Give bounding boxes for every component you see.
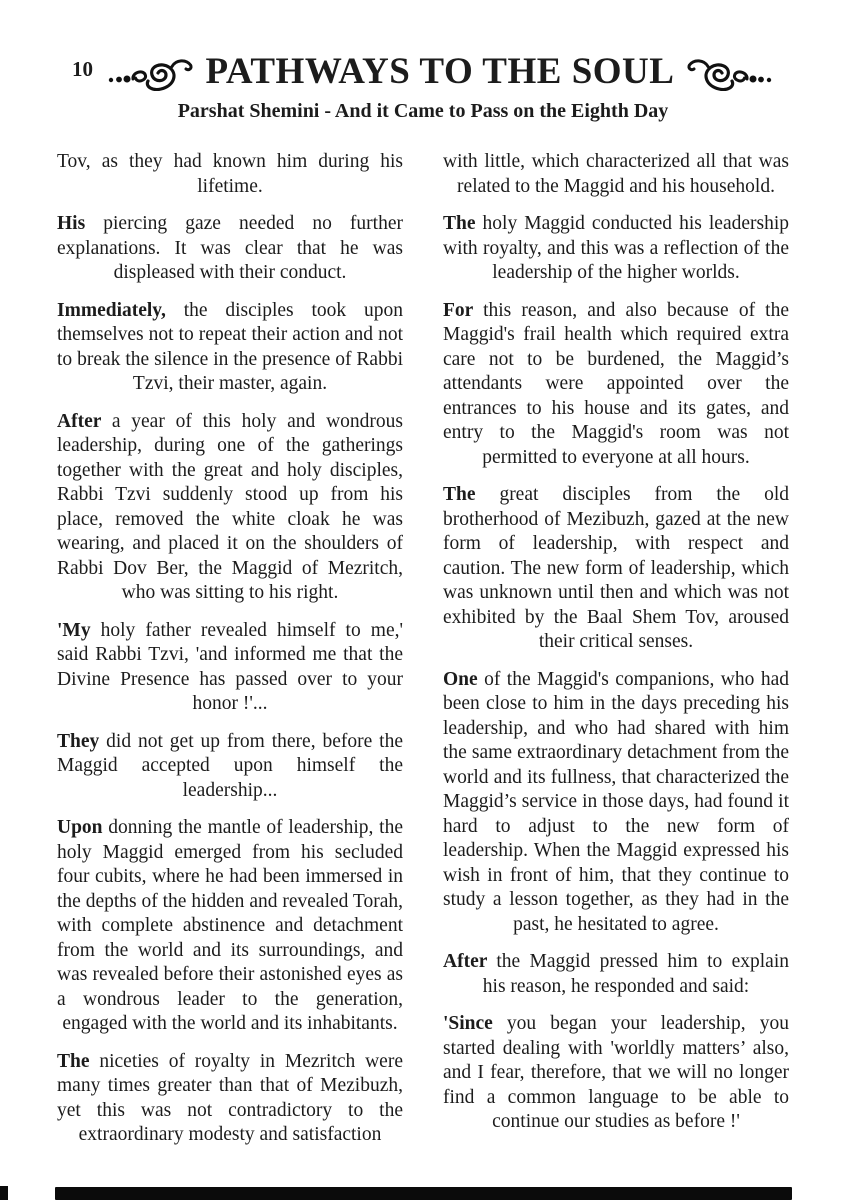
right-column xyxy=(443,150,789,1161)
scan-artifact-bottom-bar xyxy=(55,1187,792,1200)
flourish-left-icon xyxy=(106,53,198,91)
paragraph: They did not get up from there, before the Maggid accepted upon himself the leadership... xyxy=(57,730,404,801)
paragraph-lead-word: 'Since xyxy=(443,1013,507,1034)
page-number: 10 xyxy=(72,57,93,81)
paragraph-lead-word: After xyxy=(57,410,112,432)
paragraph-lead-word: 'My xyxy=(57,619,101,641)
scan-artifact-edge-mark xyxy=(0,1186,8,1200)
paragraph: 'My holy father revealed himself to me,' said Rabbi Tzvi, 'and informed me that the Divine Presence has passed over to your honor !'... xyxy=(57,619,403,714)
paragraph-lead-word: The xyxy=(443,213,483,234)
paragraph-lead-word: One xyxy=(443,668,485,690)
paragraph-lead-word: For xyxy=(443,299,484,321)
paragraph: with little, which characterized all that was related to the Maggid and his household. xyxy=(443,151,789,197)
page-title-row xyxy=(34,50,846,93)
paragraph: For this reason, and also because of the Maggid's frail health which required extra care not to be burdened, the Maggid’s attendants were appointed over the entrances to his house and its gates, and entry to the Maggid's room was not permitted to everyone at all hours. xyxy=(443,299,789,468)
paragraph-lead-word: The xyxy=(57,1050,100,1072)
body-text xyxy=(0,123,846,1161)
paragraph-lead-word: They xyxy=(57,730,107,752)
paragraph: Tov, as they had known him during his lifetime. xyxy=(57,151,403,197)
paragraph: The niceties of royalty in Mezritch were many times greater than that of Mezibuzh, yet this was not contradictory to the extraordinary modesty and satisfaction xyxy=(57,1050,403,1145)
paragraph-lead-word: His xyxy=(57,213,104,234)
paragraph: One of the Maggid's companions, who had been close to him in the days preceding his leadership, and who had shared with him the same extraordinary detachment from the world and its fullness, that characterized the Maggid’s service in those days, had found it hard to adjust to the new form of leadership. When the Maggid expressed his wish in front of him, that they continue to study a lesson together, as they had in the past, he hesitated to agree. xyxy=(443,668,789,935)
left-column xyxy=(57,150,403,1161)
paragraph: The holy Maggid conducted his leadership with royalty, and this was a reflection of the leadership of the higher worlds. xyxy=(443,213,789,283)
flourish-right-icon xyxy=(682,53,774,91)
paragraph: 'Since you began your leadership, you started dealing with 'worldly matters’ also, and I fear, therefore, that we will no longer find a common language to be able to continue our studies as before !' xyxy=(443,1013,789,1132)
page-header xyxy=(0,0,846,123)
paragraph: His piercing gaze needed no further explanations. It was clear that he was displeased with their conduct. xyxy=(57,213,403,283)
paragraph: Upon donning the mantle of leadership, the holy Maggid emerged from his secluded four cubits, where he had been immersed in the depths of the hidden and revealed Torah, with complete abstinence and detachment from the world and its surroundings, and was revealed before their astonished eyes as a wondrous leader to the generation, engaged with the world and its inhabitants. xyxy=(57,817,403,1034)
page-subtitle: Parshat Shemini - And it Came to Pass on the Eighth Day xyxy=(177,100,669,122)
paragraph-lead-word: Immediately, xyxy=(57,299,184,321)
paragraph-lead-word: After xyxy=(443,951,497,972)
paragraph: Immediately, the disciples took upon themselves not to repeat their action and not to break the silence in the presence of Rabbi Tzvi, their master, again. xyxy=(57,299,404,394)
paragraph-lead-word: Upon xyxy=(57,817,109,838)
paragraph: The great disciples from the old brotherhood of Mezibuzh, gazed at the new form of leadership, with respect and caution. The new form of leadership, which was unknown until then and which was not exhibited by the Baal Shem Tov, aroused their critical senses. xyxy=(443,484,789,652)
paragraph: After the Maggid pressed him to explain his reason, he responded and said: xyxy=(443,951,789,997)
paragraph: After a year of this holy and wondrous leadership, during one of the gatherings together with the great and holy disciples, Rabbi Tzvi suddenly stood up from his place, removed the white cloak he was wearing, and placed it on the shoulders of Rabbi Dov Ber, the Maggid of Mezritch, who was sitting to his right. xyxy=(57,410,403,603)
book-title: PATHWAYS TO THE SOUL xyxy=(205,51,675,92)
paragraph-lead-word: The xyxy=(443,484,500,505)
